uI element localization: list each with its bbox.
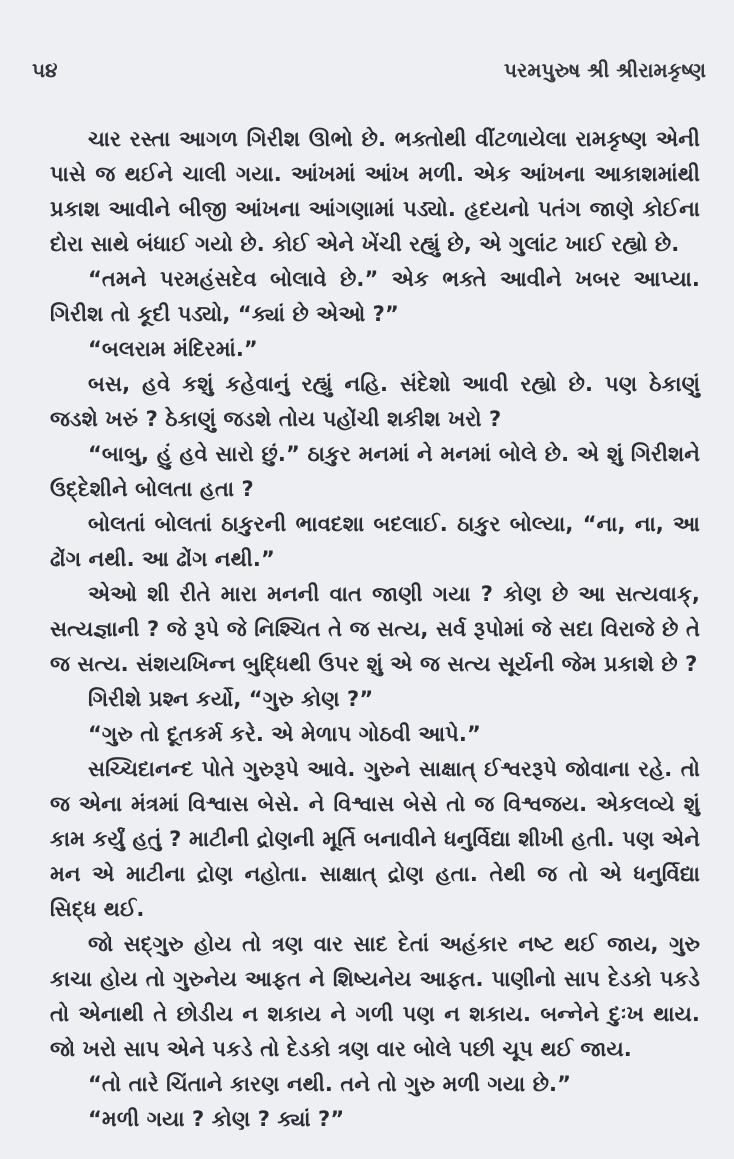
paragraph: જો સદ્ગુરુ હોય તો ત્રણ વાર સાદ દેતાં અહંકાર નષ્ટ થઈ જાય, ગુરુ કાચા હોય તો ગુરુનેય આફત ને શિષ્યનેય આફત. પાણીનો સાપ દેડકો પકડે તો એનાથી તે છોડીય ન શકાય ને ગળી પણ ન શકાય. બન્નેને દુઃખ થાય. જો ખરો સાપ એને પકડે તો દેડકો ત્રણ વાર બોલે પછી ચૂપ થઈ જાય. — [50, 932, 700, 1061]
paragraph: સચ્ચિદાનન્દ પોતે ગુરુરૂપે આવે. ગુરુને સાક્ષાત્ ઈશ્વરરૂપે જોવાના રહે. તો જ એના મંત્રમાં વિશ્વાસ બેસે. ને વિશ્વાસ બેસે તો જ વિશ્વજય. એકલવ્યે શું કામ કર્યું હતું ? માટીની દ્રોણની મૂર્તિ બનાવીને ધનુર્વિદ્યા શીખી હતી. પણ એને મન એ માટીના દ્રોણ નહોતા. સાક્ષાત્ દ્રોણ હતા. તેથી જ તો એ ધનુર્વિદ્યા સિદ્ધ થઈ. — [50, 757, 700, 921]
page-header — [32, 58, 706, 88]
paragraph: “તમને પરમહંસદેવ બોલાવે છે.” એક ભક્તે આવીને ખબર આપ્યા. ગિરીશ તો કૂદી પડ્યો, “ક્યાં છે એઓ ?” — [50, 267, 700, 326]
paragraph: ચાર રસ્તા આગળ ગિરીશ ઊભો છે. ભક્તોથી વીંટળાયેલા રામકૃષ્ણ એની પાસે જ થઈને ચાલી ગયા. આંખમાં આંખ મળી. એક આંખના આકાશમાંથી પ્રકાશ આવીને બીજી આંખના આંગણામાં પડ્યો. હૃદયનો પતંગ જાણે કોઈના દોરા સાથે બંધાઈ ગયો છે. કોઈ એને ખેંચી રહ્યું છે, એ ગુલાંટ ખાઈ રહ્યો છે. — [50, 127, 700, 256]
paragraph: એઓ શી રીતે મારા મનની વાત જાણી ગયા ? કોણ છે આ સત્યવાક્, સત્યજ્ઞાની ? જે રૂપે જે નિશ્ચિત તે જ સત્ય, સર્વ રૂપોમાં જે સદા વિરાજે છે તે જ સત્ય. સંશયખિન્ન બુદ્ધિથી ઉપર શું એ જ સત્ય સૂર્યની જેમ પ્રકાશે છે ? — [50, 582, 700, 676]
paragraph: “બલરામ મંદિરમાં.” — [88, 337, 258, 361]
paragraph: ગિરીશે પ્રશ્ન કર્યો, “ગુરુ કોણ ?” — [88, 687, 374, 711]
page-number: ૫૪ — [32, 58, 58, 82]
page-body — [50, 122, 700, 1137]
paragraph: “મળી ગયા ? કોણ ? ક્યાં ?” — [88, 1107, 345, 1131]
running-title: પરમપુરુષ શ્રી શ્રીરામકૃષ્ણ — [504, 58, 706, 82]
paragraph: બસ, હવે કશું કહેવાનું રહ્યું નહિ. સંદેશો આવી રહ્યો છે. પણ ઠેકાણું જડશે ખરું ? ઠેકાણું જડશે તોય પહોંચી શકીશ ખરો ? — [50, 372, 700, 431]
paragraph: “ગુરુ તો દૂતકર્મ કરે. એ મેળાપ ગોઠવી આપે.” — [88, 722, 481, 746]
paragraph: “તો તારે ચિંતાને કારણ નથી. તને તો ગુરુ મળી ગયા છે.” — [88, 1072, 572, 1096]
paragraph: “બાબુ, હું હવે સારો છું.” ઠાકુર મનમાં ને મનમાં બોલે છે. એ શું ગિરીશને ઉદ્દેશીને બોલતા હતા ? — [50, 442, 700, 501]
paragraph: બોલતાં બોલતાં ઠાકુરની ભાવદશા બદલાઈ. ઠાકુર બોલ્યા, “ના, ના, આ ઢોંગ નથી. આ ઢોંગ નથી.” — [50, 512, 700, 571]
